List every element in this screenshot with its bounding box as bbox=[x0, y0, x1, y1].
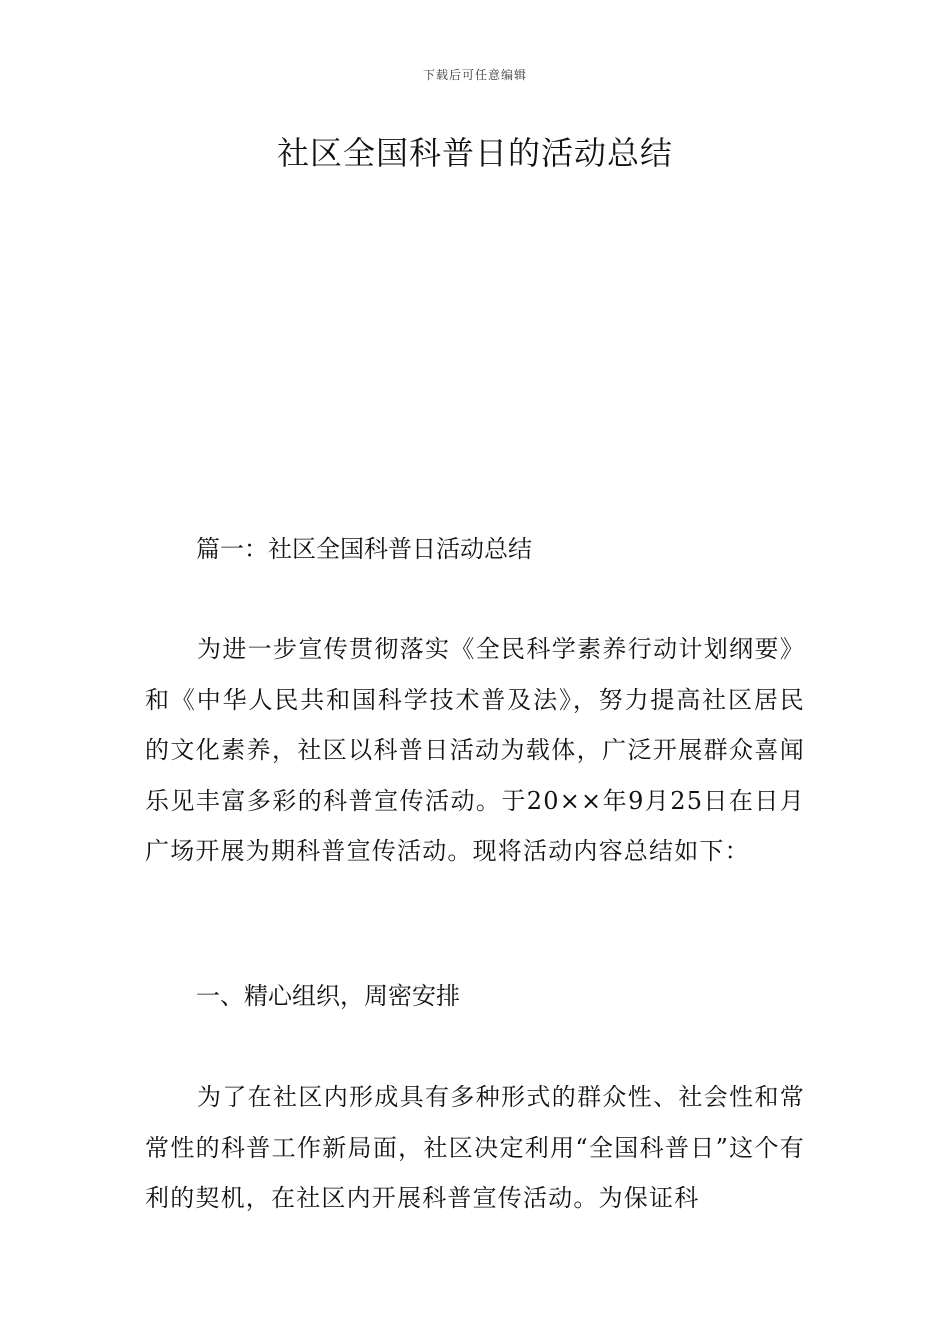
section-heading: 一、精心组织，周密安排 bbox=[196, 982, 460, 1010]
section-heading: 篇一：社区全国科普日活动总结 bbox=[196, 535, 532, 563]
body-paragraph: 为进一步宣传贯彻落实《全民科学素养行动计划纲要》和《中华人民共和国科学技术普及法》，努力提高社区居民的文化素养，社区以科普日活动为载体，广泛开展群众喜闻乐见丰富多彩的科普宣传活动。于20××年9月25日在日月广场开展为期科普宣传活动。现将活动内容总结如下： bbox=[145, 635, 805, 865]
document-title: 社区全国科普日的活动总结 bbox=[276, 134, 673, 172]
body-paragraph: 为了在社区内形成具有多种形式的群众性、社会性和常常性的科普工作新局面，社区决定利用“全国科普日”这个有利的契机，在社区内开展科普宣传活动。为保证科 bbox=[145, 1083, 805, 1212]
header-note: 下载后可任意编辑 bbox=[422, 68, 527, 82]
